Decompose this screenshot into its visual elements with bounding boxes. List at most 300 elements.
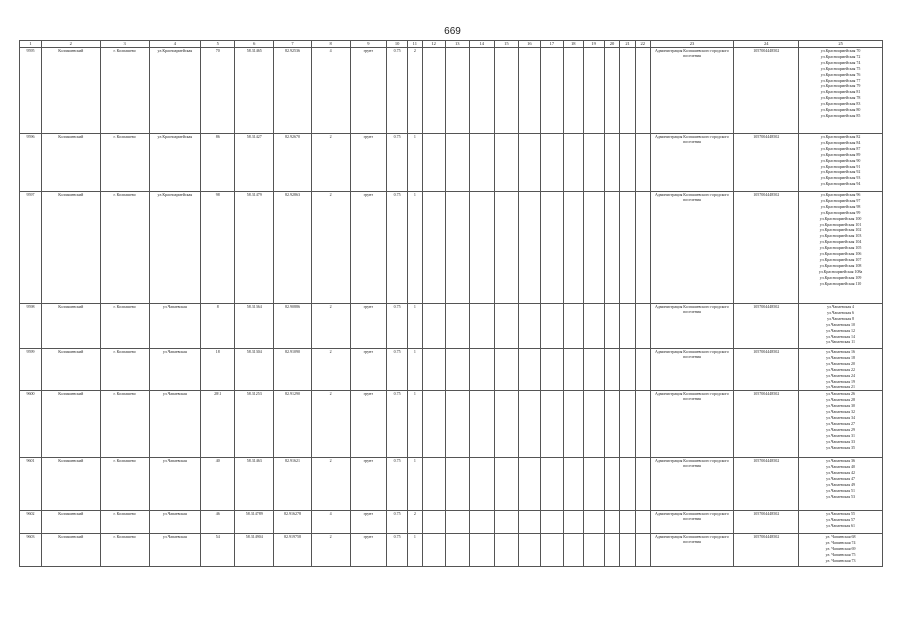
empty-cell: [469, 192, 494, 304]
served-address: ул.Чапаевская 19: [826, 378, 856, 384]
served-address: ул.Красноармейская 91: [820, 163, 861, 169]
empty-cell: [635, 391, 650, 458]
empty-cell: [494, 192, 518, 304]
empty-cell: [494, 48, 518, 134]
empty-cell: [540, 304, 563, 349]
capacity-cell: 2: [311, 391, 350, 458]
column-number: 13: [445, 41, 469, 48]
served-address: ул.Красноармейская 87: [820, 145, 861, 151]
served-address: ул.Чапаевская 4: [827, 304, 855, 309]
capacity-cell: 4: [311, 511, 350, 534]
table-row: [20, 511, 883, 534]
column-number: 4: [149, 41, 200, 48]
empty-cell: [469, 534, 494, 567]
surface-cell: грунт: [350, 511, 387, 534]
served-address: ул.Чапаевская 12: [826, 327, 856, 333]
empty-cell: [604, 534, 620, 567]
empty-cell: [604, 511, 620, 534]
served-address: ул.Чапаевская 42: [826, 470, 856, 476]
owner-cell: Администрация Колпашевского городского поселения: [650, 511, 734, 534]
empty-cell: [494, 511, 518, 534]
page-number: 669: [444, 26, 461, 37]
empty-cell: [445, 511, 469, 534]
column-number: 6: [235, 41, 274, 48]
row-id: 9600: [20, 391, 42, 458]
street-cell: ул.Красноармейская: [149, 134, 200, 192]
empty-cell: [518, 534, 540, 567]
served-address: ул.Чапаевская 26: [826, 391, 856, 397]
house-cell: 54: [200, 534, 235, 567]
empty-cell: [583, 304, 604, 349]
container-count-cell: 1: [408, 304, 423, 349]
served-address: ул. Чапаевская 75: [825, 552, 856, 558]
empty-cell: [620, 192, 636, 304]
district-cell: Колпашевский: [41, 391, 100, 458]
empty-cell: [422, 48, 445, 134]
empty-cell: [635, 349, 650, 391]
empty-cell: [583, 48, 604, 134]
district-cell: Колпашевский: [41, 534, 100, 567]
column-number: 1: [20, 41, 42, 48]
served-address: ул.Чапаевская 57: [826, 517, 856, 523]
empty-cell: [635, 511, 650, 534]
container-count-cell: 1: [408, 391, 423, 458]
served-address: ул.Красноармейская 97: [820, 197, 861, 203]
house-cell: 70: [200, 48, 235, 134]
served-address: ул.Красноармейская 110: [819, 280, 862, 286]
house-cell: 98: [200, 192, 235, 304]
district-cell: Колпашевский: [41, 349, 100, 391]
served-address: ул.Чапаевская 61: [826, 523, 856, 529]
area-cell: 0.75: [387, 48, 408, 134]
owner-cell: Администрация Колпашевского городского поселения: [650, 391, 734, 458]
street-cell: ул.Чапаевская: [149, 391, 200, 458]
column-number: 15: [494, 41, 518, 48]
served-address: ул.Красноармейская 89: [820, 151, 861, 157]
owner-cell: Администрация Колпашевского городского поселения: [650, 349, 734, 391]
empty-cell: [604, 349, 620, 391]
empty-cell: [422, 134, 445, 192]
capacity-cell: 2: [311, 458, 350, 511]
empty-cell: [540, 511, 563, 534]
empty-cell: [563, 534, 583, 567]
empty-cell: [620, 391, 636, 458]
area-cell: 0.75: [387, 349, 408, 391]
city-cell: г. Колпашево: [100, 391, 149, 458]
registry-table: [19, 40, 883, 567]
served-address: ул.Чапаевская 6: [827, 309, 855, 315]
empty-cell: [635, 458, 650, 511]
empty-cell: [540, 48, 563, 134]
served-address: ул.Красноармейская 74: [820, 59, 861, 65]
addresses-cell: [799, 304, 883, 349]
street-cell: ул.Чапаевская: [149, 534, 200, 567]
empty-cell: [540, 391, 563, 458]
empty-cell: [445, 534, 469, 567]
empty-cell: [469, 134, 494, 192]
empty-cell: [563, 458, 583, 511]
container-count-cell: 1: [408, 458, 423, 511]
longitude-cell: 82.919758: [274, 534, 312, 567]
served-address: ул.Чапаевская 28: [826, 397, 856, 403]
ogrn-cell: 1057004448502: [734, 349, 799, 391]
empty-cell: [604, 48, 620, 134]
district-cell: Колпашевский: [41, 511, 100, 534]
empty-cell: [494, 134, 518, 192]
empty-cell: [469, 48, 494, 134]
served-address: ул.Красноармейская 99: [820, 209, 861, 215]
surface-cell: грунт: [350, 192, 387, 304]
empty-cell: [445, 134, 469, 192]
served-address: ул.Чапаевская 49: [826, 481, 856, 487]
served-address: ул.Красноармейская 100: [819, 215, 862, 221]
row-id: 9599: [20, 349, 42, 391]
owner-cell: Администрация Колпашевского городского поселения: [650, 304, 734, 349]
served-address: ул.Чапаевская 14: [826, 333, 856, 339]
street-cell: ул.Чапаевская: [149, 458, 200, 511]
empty-cell: [469, 511, 494, 534]
longitude-cell: 82.91290: [274, 391, 312, 458]
served-address: ул.Красноармейская 80: [820, 107, 861, 113]
capacity-cell: 2: [311, 192, 350, 304]
served-address: ул.Чапаевская 18: [826, 354, 856, 360]
empty-cell: [540, 192, 563, 304]
ogrn-cell: 1057004448502: [734, 534, 799, 567]
longitude-cell: 82.91090: [274, 349, 312, 391]
served-address: ул.Красноармейская 75: [820, 65, 861, 71]
owner-cell: Администрация Колпашевского городского поселения: [650, 48, 734, 134]
table-row: [20, 134, 883, 192]
district-cell: Колпашевский: [41, 192, 100, 304]
latitude-cell: 58.31479: [235, 192, 274, 304]
empty-cell: [620, 304, 636, 349]
empty-cell: [422, 304, 445, 349]
served-address: ул.Красноармейская 76: [820, 71, 861, 77]
surface-cell: грунт: [350, 304, 387, 349]
served-address: ул.Чапаевская 27: [826, 420, 856, 426]
empty-cell: [563, 48, 583, 134]
city-cell: г. Колпашево: [100, 458, 149, 511]
column-number: 14: [469, 41, 494, 48]
empty-cell: [583, 349, 604, 391]
street-cell: ул.Чапаевская: [149, 349, 200, 391]
served-address: ул.Чапаевская 47: [826, 476, 856, 482]
longitude-cell: 82.92863: [274, 192, 312, 304]
table-row: [20, 349, 883, 391]
served-address: ул.Красноармейская 96: [820, 192, 861, 197]
served-address: ул.Красноармейская 83: [820, 101, 861, 107]
empty-cell: [620, 511, 636, 534]
served-address: ул.Чапаевская 11: [826, 339, 855, 345]
container-count-cell: 2: [408, 48, 423, 134]
empty-cell: [494, 304, 518, 349]
table-row: [20, 391, 883, 458]
empty-cell: [445, 458, 469, 511]
capacity-cell: 2: [311, 134, 350, 192]
latitude-cell: 58.31364: [235, 304, 274, 349]
empty-cell: [469, 304, 494, 349]
empty-cell: [422, 192, 445, 304]
column-number: 17: [540, 41, 563, 48]
row-id: 9596: [20, 134, 42, 192]
empty-cell: [604, 192, 620, 304]
district-cell: Колпашевский: [41, 458, 100, 511]
ogrn-cell: 1057004448502: [734, 511, 799, 534]
empty-cell: [604, 304, 620, 349]
empty-cell: [445, 192, 469, 304]
city-cell: г. Колпашево: [100, 534, 149, 567]
empty-cell: [518, 192, 540, 304]
column-number: 2: [41, 41, 100, 48]
served-address: ул.Красноармейская 90: [820, 157, 861, 163]
latitude-cell: 58.31253: [235, 391, 274, 458]
served-address: ул.Красноармейская 81: [820, 89, 861, 95]
owner-cell: Администрация Колпашевского городского поселения: [650, 134, 734, 192]
latitude-cell: 58.31304: [235, 349, 274, 391]
empty-cell: [620, 134, 636, 192]
served-address: ул.Чапаевская 16: [826, 349, 856, 354]
house-cell: 28\1: [200, 391, 235, 458]
empty-cell: [422, 511, 445, 534]
served-address: ул.Чапаевская 36: [826, 458, 856, 464]
empty-cell: [518, 349, 540, 391]
empty-cell: [518, 134, 540, 192]
empty-cell: [518, 511, 540, 534]
served-address: ул.Красноармейская 101: [819, 221, 862, 227]
served-address: ул.Красноармейская 77: [820, 77, 861, 83]
capacity-cell: 2: [311, 349, 350, 391]
empty-cell: [494, 534, 518, 567]
empty-cell: [518, 458, 540, 511]
ogrn-cell: 1057004448502: [734, 134, 799, 192]
ogrn-cell: 1057004448502: [734, 48, 799, 134]
empty-cell: [563, 134, 583, 192]
empty-cell: [635, 192, 650, 304]
served-address: ул. Чапаевская 68: [825, 534, 856, 540]
capacity-cell: 4: [311, 48, 350, 134]
owner-cell: Администрация Колпашевского городского поселения: [650, 458, 734, 511]
addresses-cell: [799, 534, 883, 567]
empty-cell: [518, 391, 540, 458]
served-address: ул.Чапаевская 51: [826, 487, 856, 493]
empty-cell: [635, 48, 650, 134]
surface-cell: грунт: [350, 391, 387, 458]
column-number: 18: [563, 41, 583, 48]
house-cell: 40: [200, 458, 235, 511]
empty-cell: [469, 391, 494, 458]
city-cell: г. Колпашево: [100, 349, 149, 391]
longitude-cell: 82.916278: [274, 511, 312, 534]
empty-cell: [583, 534, 604, 567]
row-id: 9602: [20, 511, 42, 534]
district-cell: Колпашевский: [41, 304, 100, 349]
served-address: ул.Красноармейская 108: [819, 262, 862, 268]
area-cell: 0.75: [387, 134, 408, 192]
empty-cell: [583, 458, 604, 511]
empty-cell: [620, 458, 636, 511]
column-number: 12: [422, 41, 445, 48]
owner-cell: Администрация Колпашевского городского поселения: [650, 534, 734, 567]
capacity-cell: 2: [311, 534, 350, 567]
column-number: 5: [200, 41, 235, 48]
latitude-cell: 58.314789: [235, 511, 274, 534]
column-number: 20: [604, 41, 620, 48]
capacity-cell: 2: [311, 304, 350, 349]
served-address: ул.Красноармейская 108а: [818, 268, 863, 274]
container-count-cell: 2: [408, 511, 423, 534]
longitude-cell: 82.90886: [274, 304, 312, 349]
table-row: [20, 48, 883, 134]
column-numbers-row: [20, 41, 883, 48]
street-cell: ул.Красноармейская: [149, 48, 200, 134]
column-number: 22: [635, 41, 650, 48]
empty-cell: [494, 349, 518, 391]
served-address: ул.Чапаевская 32: [826, 409, 856, 415]
surface-cell: грунт: [350, 534, 387, 567]
column-number: 19: [583, 41, 604, 48]
empty-cell: [583, 134, 604, 192]
container-count-cell: 1: [408, 349, 423, 391]
ogrn-cell: 1057004448502: [734, 304, 799, 349]
ogrn-cell: 1057004448502: [734, 391, 799, 458]
row-id: 9603: [20, 534, 42, 567]
served-address: ул.Чапаевская 24: [826, 372, 856, 378]
empty-cell: [422, 458, 445, 511]
served-address: ул.Чапаевская 10: [826, 321, 856, 327]
served-address: ул.Чапаевская 21: [826, 384, 856, 390]
ogrn-cell: 1057004448502: [734, 458, 799, 511]
empty-cell: [445, 391, 469, 458]
empty-cell: [494, 391, 518, 458]
empty-cell: [604, 458, 620, 511]
served-address: ул. Чапаевская 69: [825, 546, 856, 552]
served-address: ул.Красноармейская 82: [820, 134, 861, 139]
row-id: 9597: [20, 192, 42, 304]
empty-cell: [620, 48, 636, 134]
empty-cell: [445, 48, 469, 134]
served-address: ул.Красноармейская 107: [819, 256, 862, 262]
served-address: ул.Красноармейская 102: [819, 227, 862, 233]
served-address: ул.Красноармейская 92: [820, 169, 861, 175]
column-number: 9: [350, 41, 387, 48]
addresses-cell: [799, 458, 883, 511]
row-id: 9595: [20, 48, 42, 134]
table-row: [20, 458, 883, 511]
empty-cell: [583, 511, 604, 534]
served-address: ул.Чапаевская 20: [826, 360, 856, 366]
house-cell: 46: [200, 511, 235, 534]
container-count-cell: 1: [408, 192, 423, 304]
column-number: 24: [734, 41, 799, 48]
served-address: ул.Красноармейская 94: [820, 181, 861, 187]
served-address: ул.Чапаевская 30: [826, 403, 856, 409]
latitude-cell: 58.31465: [235, 48, 274, 134]
served-address: ул.Чапаевская 33: [826, 438, 856, 444]
served-address: ул.Чапаевская 40: [826, 464, 856, 470]
served-address: ул.Чапаевская 53: [826, 493, 856, 499]
row-id: 9601: [20, 458, 42, 511]
area-cell: 0.75: [387, 534, 408, 567]
empty-cell: [540, 349, 563, 391]
empty-cell: [422, 534, 445, 567]
house-cell: 86: [200, 134, 235, 192]
longitude-cell: 82.91621: [274, 458, 312, 511]
area-cell: 0.75: [387, 304, 408, 349]
empty-cell: [635, 134, 650, 192]
empty-cell: [635, 304, 650, 349]
served-address: ул.Красноармейская 109: [819, 274, 862, 280]
column-number: 16: [518, 41, 540, 48]
column-number: 8: [311, 41, 350, 48]
served-address: ул. Чапаевская 73: [825, 557, 856, 563]
served-address: ул.Чапаевская 34: [826, 414, 856, 420]
row-id: 9598: [20, 304, 42, 349]
column-number: 3: [100, 41, 149, 48]
empty-cell: [469, 458, 494, 511]
served-address: ул.Красноармейская 78: [820, 95, 861, 101]
district-cell: Колпашевский: [41, 48, 100, 134]
served-address: ул.Красноармейская 104: [819, 239, 862, 245]
empty-cell: [540, 134, 563, 192]
empty-cell: [563, 349, 583, 391]
addresses-cell: [799, 192, 883, 304]
container-count-cell: 1: [408, 534, 423, 567]
latitude-cell: 58.314904: [235, 534, 274, 567]
street-cell: ул.Чапаевская: [149, 304, 200, 349]
column-number: 10: [387, 41, 408, 48]
column-number: 11: [408, 41, 423, 48]
latitude-cell: 58.31463: [235, 458, 274, 511]
area-cell: 0.75: [387, 511, 408, 534]
empty-cell: [583, 391, 604, 458]
empty-cell: [563, 511, 583, 534]
addresses-cell: [799, 391, 883, 458]
city-cell: г. Колпашево: [100, 304, 149, 349]
column-number: 21: [620, 41, 636, 48]
house-cell: 18: [200, 349, 235, 391]
street-cell: ул.Красноармейская: [149, 192, 200, 304]
served-address: ул.Красноармейская 103: [819, 233, 862, 239]
surface-cell: грунт: [350, 48, 387, 134]
empty-cell: [563, 304, 583, 349]
street-cell: ул.Чапаевская: [149, 511, 200, 534]
served-address: ул.Чапаевская 35: [826, 444, 856, 450]
addresses-cell: [799, 511, 883, 534]
served-address: ул.Красноармейская 93: [820, 175, 861, 181]
addresses-cell: [799, 134, 883, 192]
latitude-cell: 58.31427: [235, 134, 274, 192]
city-cell: г. Колпашево: [100, 511, 149, 534]
served-address: ул.Красноармейская 79: [820, 83, 861, 89]
served-address: ул.Красноармейская 84: [820, 139, 861, 145]
owner-cell: Администрация Колпашевского городского поселения: [650, 192, 734, 304]
served-address: ул.Чапаевская 8: [827, 315, 855, 321]
longitude-cell: 82.92670: [274, 134, 312, 192]
served-address: ул.Красноармейская 70: [820, 48, 861, 53]
area-cell: 0.75: [387, 192, 408, 304]
column-number: 25: [799, 41, 883, 48]
empty-cell: [583, 192, 604, 304]
served-address: ул.Красноармейская 105: [819, 245, 862, 251]
empty-cell: [540, 458, 563, 511]
empty-cell: [563, 192, 583, 304]
empty-cell: [604, 134, 620, 192]
served-address: ул.Чапаевская 55: [826, 511, 856, 517]
addresses-cell: [799, 48, 883, 134]
surface-cell: грунт: [350, 458, 387, 511]
empty-cell: [518, 48, 540, 134]
empty-cell: [469, 349, 494, 391]
